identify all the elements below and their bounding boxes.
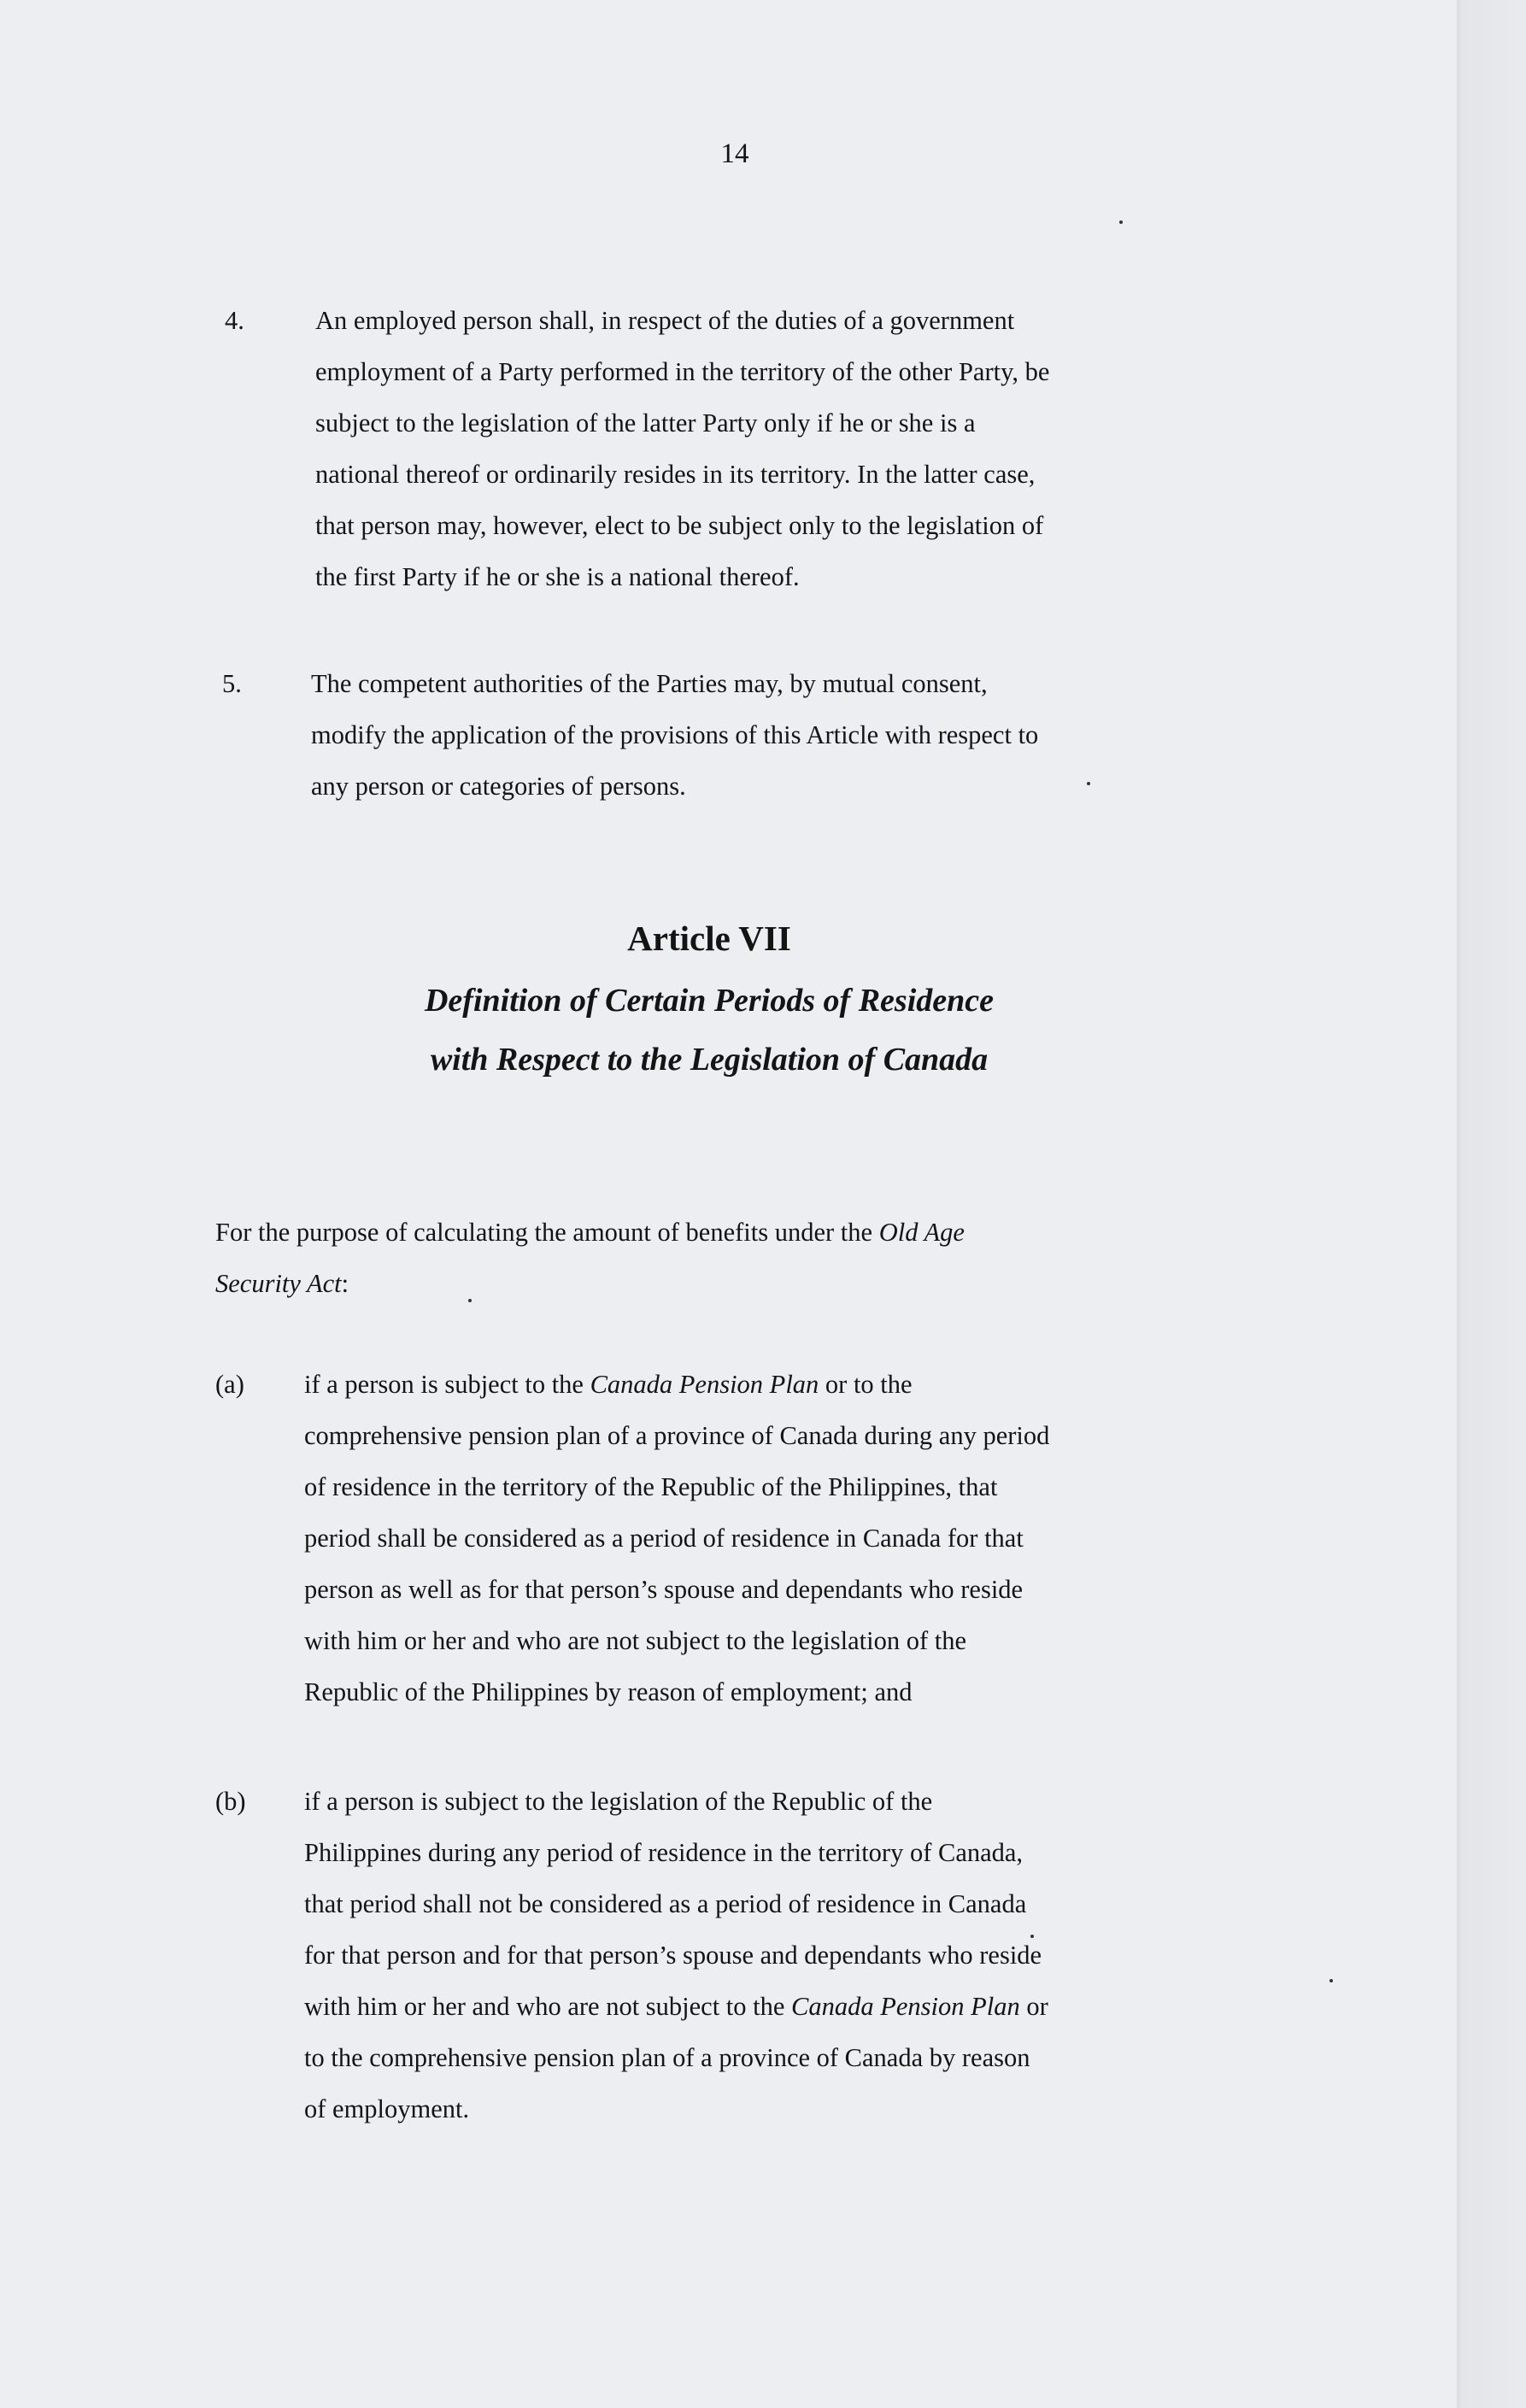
text-line: national thereof or ordinarily resides in its territory. In the latter case, xyxy=(315,460,1036,489)
item-label: (b) xyxy=(215,1787,246,1816)
act-name: Old Age xyxy=(878,1218,965,1247)
text-line: the first Party if he or she is a national thereof. xyxy=(315,562,800,591)
text-line: of residence in the territory of the Republic of the Philippines, that xyxy=(304,1472,998,1501)
act-name: Canada Pension Plan xyxy=(590,1370,819,1399)
text-line: for that person and for that person’s spouse and dependants who reside xyxy=(304,1941,1042,1970)
text-line: any person or categories of persons. xyxy=(311,772,686,801)
paragraph-text xyxy=(311,658,1038,812)
article-subtitle-line-1: Definition of Certain Periods of Residence xyxy=(424,983,995,1019)
scan-speck xyxy=(1329,1979,1333,1982)
text-line: person as well as for that person’s spouse and dependants who reside xyxy=(304,1575,1024,1604)
item-text xyxy=(304,1776,1048,2135)
text-line: subject to the legislation of the latter Party only if he or she is a xyxy=(315,408,976,438)
text-line: to the comprehensive pension plan of a province of Canada by reason xyxy=(304,2043,1030,2072)
text-segment: with him or her and who are not subject to the xyxy=(304,1992,792,2021)
page-edge-shadow xyxy=(1457,0,1526,2408)
text-line xyxy=(304,1981,1048,2032)
text-line: employment of a Party performed in the territory of the other Party, be xyxy=(315,357,1050,386)
article-intro xyxy=(215,1207,965,1309)
page-number: 14 xyxy=(720,138,749,169)
text-line: Philippines during any period of residence in the territory of Canada, xyxy=(304,1838,1024,1867)
text-line: period shall be considered as a period of residence in Canada for that xyxy=(304,1524,1024,1553)
text-line: comprehensive pension plan of a province of Canada during any period xyxy=(304,1421,1050,1450)
paragraph-text xyxy=(315,295,1049,602)
text-line xyxy=(215,1207,965,1258)
text-segment: if a person is subject to the xyxy=(304,1370,590,1399)
text-line xyxy=(304,1359,1049,1410)
scan-speck xyxy=(1119,220,1123,224)
text-line: An employed person shall, in respect of the duties of a government xyxy=(315,306,1015,335)
text-segment: or to the xyxy=(819,1370,913,1399)
article-subtitle-line-2: with Respect to the Legislation of Canada xyxy=(430,1042,989,1078)
item-label: (a) xyxy=(215,1370,244,1399)
text-line: The competent authorities of the Parties may, by mutual consent, xyxy=(311,669,988,698)
act-name: Canada Pension Plan xyxy=(791,1992,1020,2021)
text-line: modify the application of the provisions of this Article with respect to xyxy=(311,720,1039,749)
intro-text: For the purpose of calculating the amount of benefits under the xyxy=(215,1218,879,1247)
scan-speck xyxy=(468,1299,472,1302)
paragraph-number: 4. xyxy=(225,306,244,335)
text-line: with him or her and who are not subject to the legislation of the xyxy=(304,1626,967,1655)
text-segment: or xyxy=(1019,1992,1048,2021)
text-line xyxy=(215,1258,965,1309)
text-line: of employment. xyxy=(304,2094,470,2123)
act-name: Security Act xyxy=(215,1269,342,1298)
scan-speck xyxy=(1030,1935,1034,1938)
text-line: if a person is subject to the legislation of the Republic of the xyxy=(304,1787,933,1816)
intro-text: : xyxy=(341,1269,349,1298)
paragraph-number: 5. xyxy=(222,669,242,698)
article-title: Article VII xyxy=(627,919,791,958)
text-line: Republic of the Philippines by reason of employment; and xyxy=(304,1677,913,1706)
item-text xyxy=(304,1359,1049,1718)
text-line: that person may, however, elect to be subject only to the legislation of xyxy=(315,511,1044,540)
text-line: that period shall not be considered as a period of residence in Canada xyxy=(304,1889,1027,1918)
scan-speck xyxy=(1087,782,1090,785)
